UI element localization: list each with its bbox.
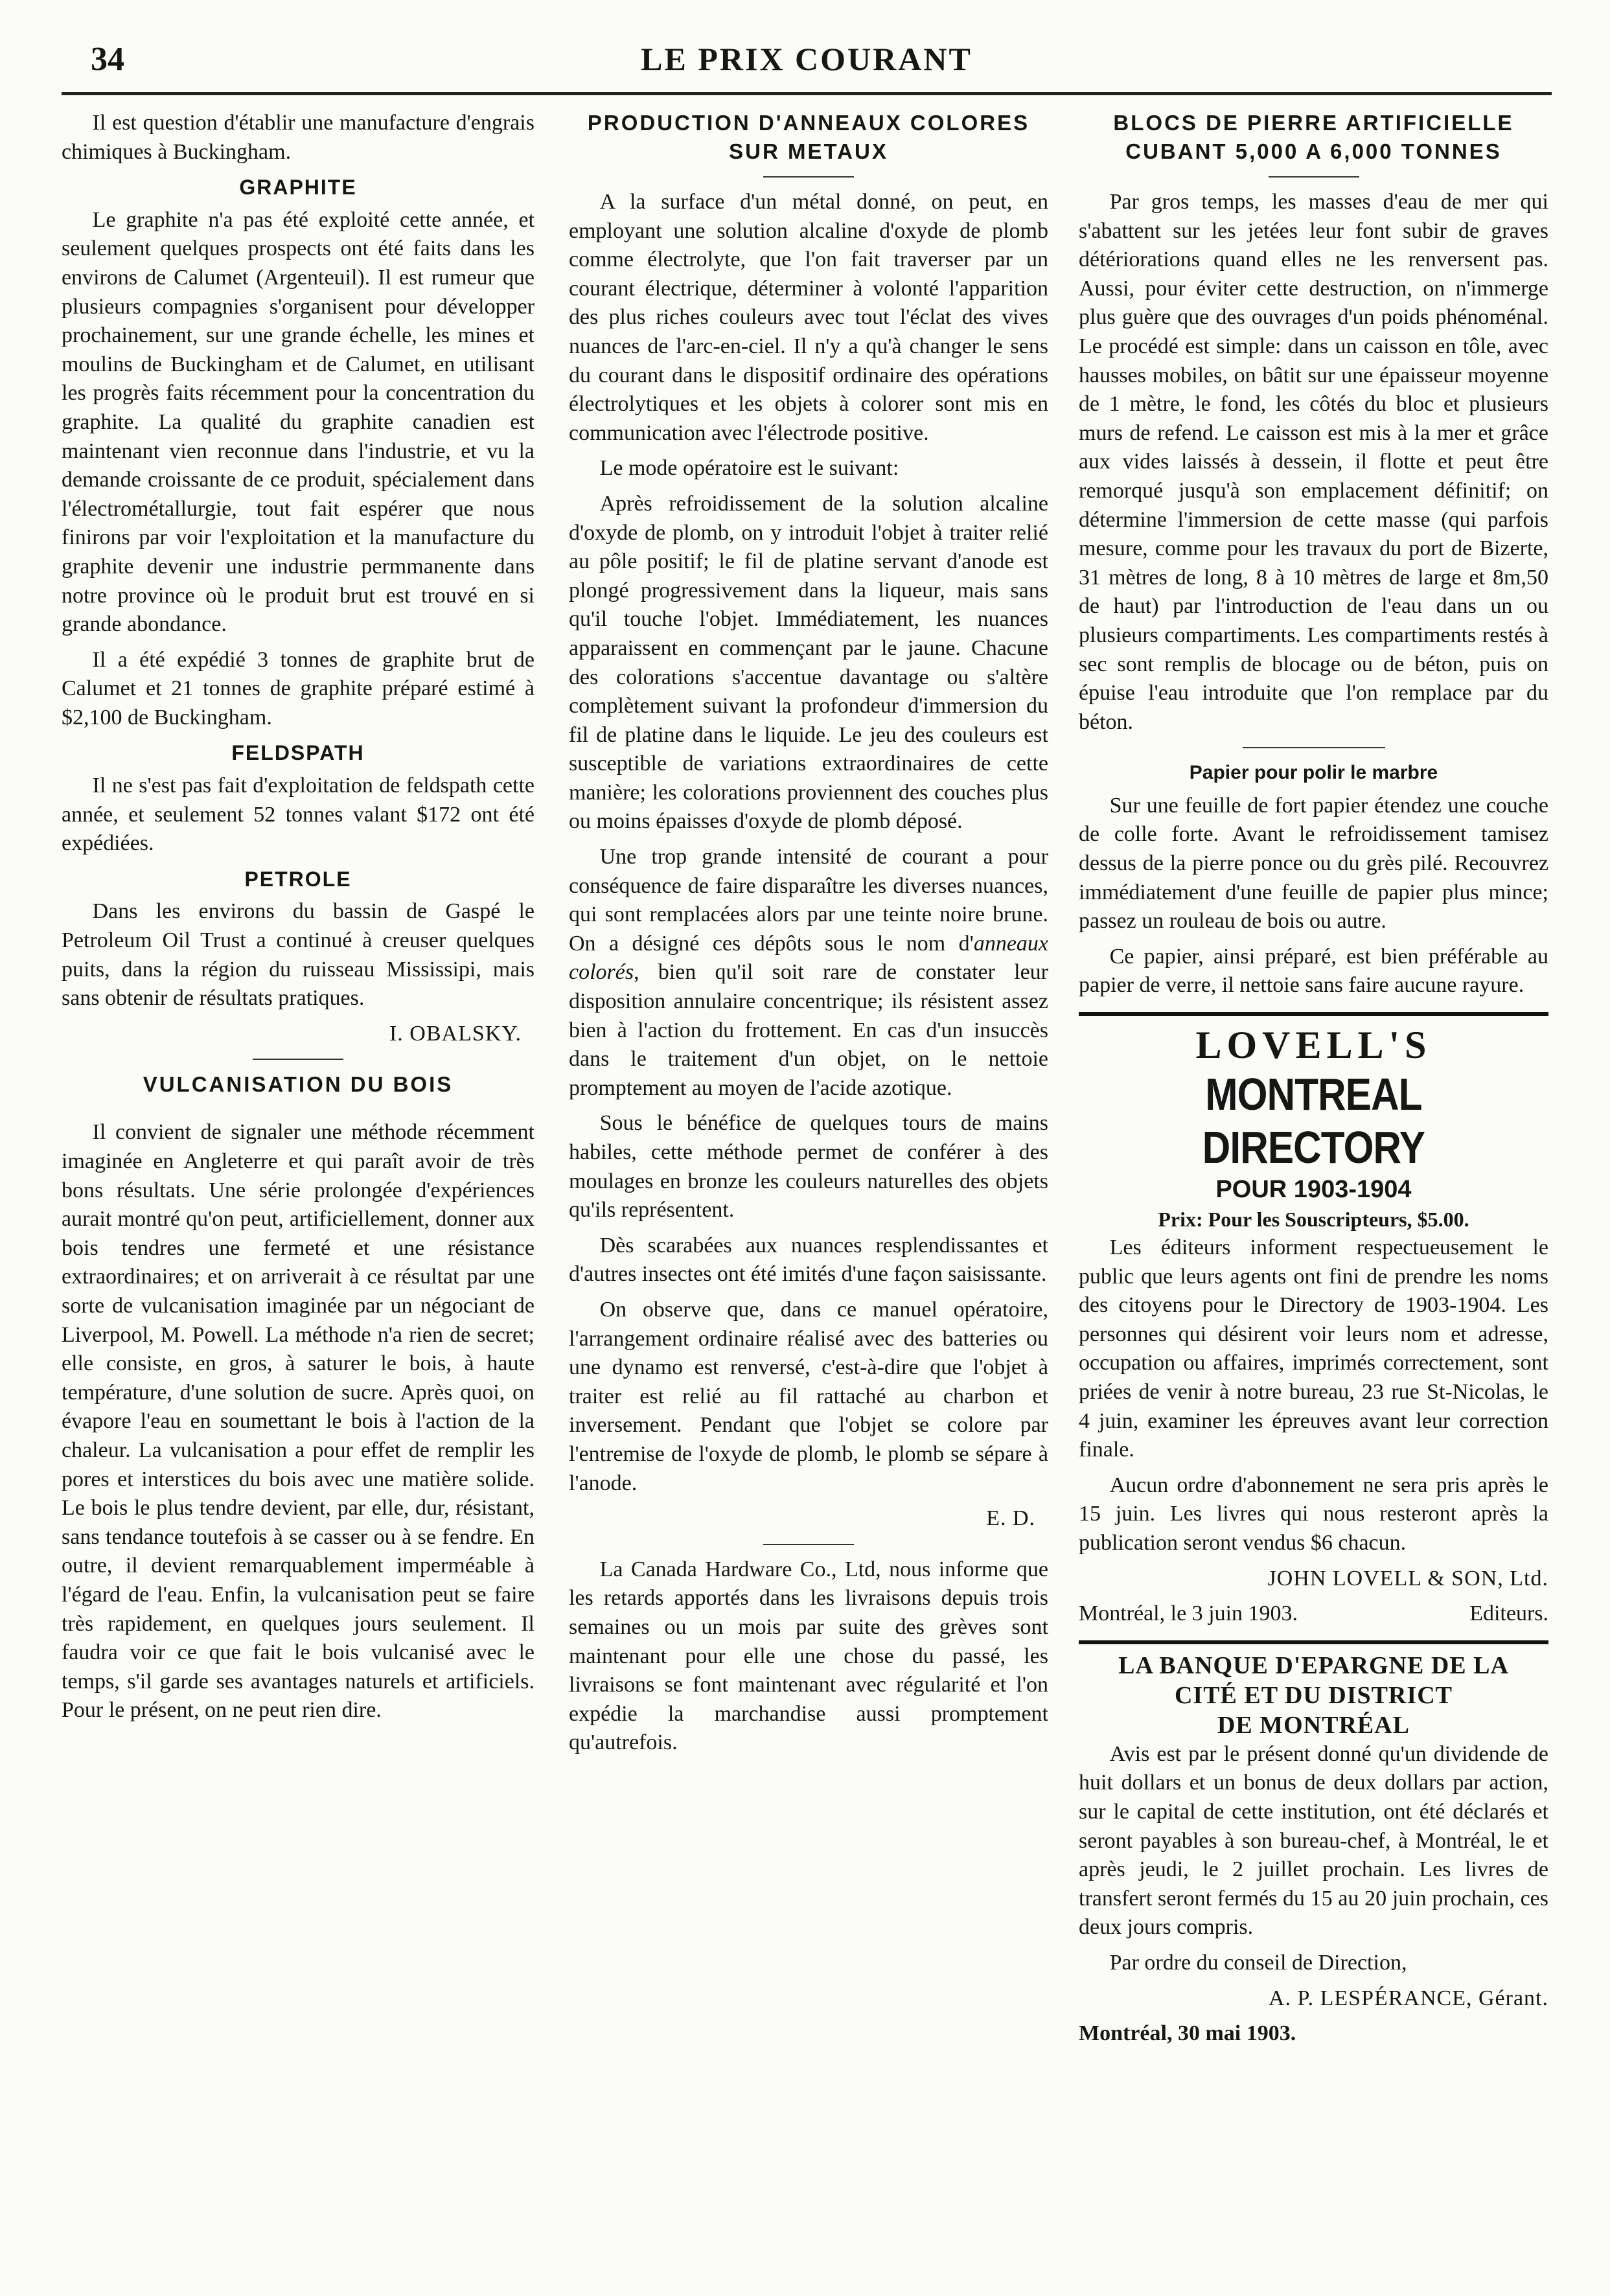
papier-paragraph-1: Sur une feuille de fort papier étendez une couche de colle forte. Avant le refroidissement tamisez dessus de la pierre ponce ou du grès pilé. Recouvrez immédiatement d'une feuille de papier plus mince; passez un rouleau de bois ou autre. [1079, 793, 1548, 934]
anneaux-paragraph-5: Sous le bénéfice de quelques tours de mains habiles, cette méthode permet de conférer à des moulages en bronze les couleurs naturelles des objets qu'ils représentent. [569, 1111, 1048, 1223]
graphite-heading: GRAPHITE [239, 176, 357, 200]
banque-paragraph-2: Par ordre du conseil de Direction, [1109, 1950, 1407, 1975]
vulcanisation-heading: VULCANISATION DU BOIS [143, 1072, 454, 1097]
petrole-paragraph: Dans les environs du bassin de Gaspé le Petroleum Oil Trust a continué à creuser quelques puits, dans la région du ruisseau Mississipi, mais sans obtenir de résultats pratiques. [62, 899, 535, 1011]
advert-rule-top [1079, 1012, 1548, 1016]
lovell-date: Montréal, le 3 juin 1903. [1079, 1601, 1298, 1626]
blocs-paragraph: Par gros temps, les masses d'eau de mer qui s'abattent sur les jetées leur font subir de graves détériorations quand elles ne les renversent pas. Aussi, pour éviter cette destruction, on n'immerge plus guère que des ouvrages d'un poids phénoménal. Le procédé est simple: dans un caisson en tôle, avec hausses mobiles, on bâtit sur une épaisseur moyenne de 1 mètre, le fond, les côtés du bloc et plusieurs murs de refend. Le caisson est mis à la mer et grâce aux vides laissés à dessein, il flotte et peut être remorqué jusqu'à son emplacement définitif; on détermine l'immersion de cette masse (qui parfois mesure, comme pour les travaux du port de Bizerte, 31 mètres de long, 8 à 10 mètres de large et 8m,50 de haut) par l'introduction de l'eau dans un ou plusieurs compartiments. Les compartiments restés à sec sont remplis de blocage ou de béton, puis on épuise l'eau introduite que l'on remplace par du béton. [1079, 190, 1548, 734]
lovell-directory-title: MONTREAL DIRECTORY [1202, 1069, 1425, 1173]
column-right [1079, 109, 1548, 2273]
banque-signature: A. P. LESPÉRANCE, Gérant. [1268, 1986, 1548, 2010]
petrole-heading: PETROLE [244, 867, 352, 891]
graphite-paragraph-2: Il a été expédié 3 tonnes de graphite brut de Calumet et 21 tonnes de graphite préparé estimé à $2,100 de Buckingham. [62, 647, 535, 729]
lovell-date-line [1079, 1600, 1548, 1629]
anneaux-paragraph-6: Dès scarabées aux nuances resplendissantes et d'autres insectes ont été imités d'une façon saisissante. [569, 1233, 1048, 1287]
anneaux-paragraph-1: A la surface d'un métal donné, on peut, en employant une solution alcaline d'oxyde de plomb comme électrolyte, que l'on fait traverser par un courant électrique, déterminer à volonté l'apparition des plus riches couleurs avec tout l'éclat des vives nuances de l'arc-en-ciel. Il n'y a qu'à changer le sens du courant dans le dispositif ordinaire des opérations électrolytiques et les objets à colorer sont mis en communication avec l'électrode positive. [569, 190, 1048, 445]
graphite-paragraph-1: Le graphite n'a pas été exploité cette année, et seulement quelques prospects ont été faits dans les environs de Calumet (Argenteuil). Il est rumeur que plusieurs compagnies s'organisent pour développer prochainement, sur une grande échelle, les mines et moulins de Buckingham et de Calumet, en utilisant les progrès faits récemment pour la concentration du graphite. La qualité du graphite canadien est maintenant vien reconnue dans l'industrie, et vu la demande croissante de ce produit, spécialement dans l'électrométallurgie, tout fait espérer que nous finirons par voir l'exploitation et la manufacture du graphite devenir une industrie permmanente dans notre province où le produit brut est trouvé en si grande abondance. [62, 207, 535, 637]
section-divider [1243, 747, 1385, 748]
intro-paragraph: Il est question d'établir une manufacture d'engrais chimiques à Buckingham. [62, 111, 535, 164]
papier-paragraph-2: Ce papier, ainsi préparé, est bien préférable au papier de verre, il nettoie sans faire aucune rayure. [1079, 944, 1548, 998]
page-number: 34 [91, 41, 124, 78]
ed-signature: E. D. [986, 1506, 1035, 1531]
anneaux-paragraph-2: Le mode opératoire est le suivant: [599, 456, 899, 481]
anneaux-paragraph-4-text-a: Une trop grande intensité de courant a pour conséquence de faire disparaître les diverses nuances, qui sont remplacées alors par une teinte noire brune. On a désigné ces dépôts sous le nom d' [569, 845, 1048, 956]
anneaux-paragraph-4 [569, 843, 1048, 1103]
anneaux-paragraph-4-text-b: , bien qu'il soit rare de constater leur disposition annulaire concentrique; ils résistent assez bien à l'action du frottement. En cas d'un insuccès dans le traitement d'un objet, on le nettoie promptement au moyen de l'acide azotique. [569, 960, 1048, 1100]
obalsky-signature: I. OBALSKY. [389, 1021, 522, 1046]
canada-hardware-paragraph: La Canada Hardware Co., Ltd, nous informe que les retards apportés dans les livraisons depuis trois semaines ou un mois par suite des grèves sont maintenant pour elle une chose du passé, les livraisons se font maintenant avec régularité et l'on expédie la marchandise aussi promptement qu'autrefois. [569, 1557, 1048, 1755]
column-left [62, 109, 535, 2273]
banque-paragraph-1: Avis est par le présent donné qu'un dividende de huit dollars et un bonus de deux dollars par action, sur le capital de cette institution, ont été déclarés et seront payables à son bureau-chef, à Montréal, le et après jeudi, le 2 juillet prochain. Les livres de transfert seront fermés du 15 au 20 juin prochain, ces deux jours compris. [1079, 1741, 1548, 1940]
lovell-year: POUR 1903-1904 [1215, 1176, 1412, 1204]
anneaux-colores-term: anneaux colorés [569, 931, 1048, 985]
blocs-heading-line-2: CUBANT 5,000 A 6,000 TONNES [1125, 139, 1502, 163]
column-middle [569, 109, 1048, 2273]
header-rule [62, 92, 1552, 95]
banque-title-line-1: LA BANQUE D'EPARGNE DE LA [1118, 1651, 1509, 1679]
lovell-editeurs: Editeurs. [1469, 1601, 1548, 1626]
banque-date: Montréal, 30 mai 1903. [1079, 2021, 1296, 2046]
lovell-name: LOVELL'S [1195, 1024, 1432, 1067]
heading-divider [1269, 176, 1359, 178]
lovell-price: Prix: Pour les Souscripteurs, $5.00. [1158, 1208, 1469, 1232]
banque-title-line-3: DE MONTRÉAL [1217, 1711, 1410, 1739]
banque-title-line-2: CITÉ ET DU DISTRICT [1174, 1681, 1453, 1709]
section-divider [253, 1059, 343, 1060]
anneaux-paragraph-7: On observe que, dans ce manuel opératoire, l'arrangement ordinaire réalisé avec des batteries ou une dynamo est renversé, c'est-à-dire que l'objet à traiter est relié au fil rattaché au charbon et inversement. Pendant que l'objet se colore par l'entremise de l'oxyde de plomb, le plomb se sépare à l'anode. [569, 1297, 1048, 1495]
lovell-paragraph-2: Aucun ordre d'abonnement ne sera pris après le 15 juin. Les livres qui nous resteront après la publication seront vendus $6 chacun. [1079, 1473, 1548, 1555]
section-divider [763, 1544, 854, 1545]
masthead-title: LE PRIX COURANT [641, 41, 972, 77]
page-header [62, 40, 1552, 86]
blocs-heading-line-1: BLOCS DE PIERRE ARTIFICIELLE [1113, 111, 1514, 135]
feldspath-paragraph: Il ne s'est pas fait d'exploitation de feldspath cette année, et seulement 52 tonnes valant $172 ont été expédiées. [62, 774, 535, 856]
anneaux-heading-line-1: PRODUCTION D'ANNEAUX COLORES [587, 111, 1030, 135]
papier-heading: Papier pour polir le marbre [1189, 762, 1438, 784]
feldspath-heading: FELDSPATH [231, 741, 365, 765]
anneaux-paragraph-3: Après refroidissement de la solution alcaline d'oxyde de plomb, on y introduit l'objet à traiter relié au pôle positif; le fil de platine servant d'anode est plongé progressivement dans la liqueur, mais sans qu'il touche l'objet. Immédiatement, les nuances apparaissent en commençant par le jaune. Chacune des colorations s'accentue davantage ou s'altère complètement suivant la profondeur d'immersion du fil de platine dans le liquide. Le jeu des couleurs est susceptible de variations extraordinaires de cette manière; les colorations proviennent des couches plus ou moins épaisses d'oxyde de plomb déposé. [569, 491, 1048, 834]
lovell-signature: JOHN LOVELL & SON, Ltd. [1267, 1566, 1548, 1590]
advert-rule-middle [1079, 1640, 1548, 1644]
lovell-paragraph-1: Les éditeurs informent respectueusement le public que leurs agents ont fini de prendre les noms des citoyens pour le Directory de 1903-1904. Les personnes qui désirent voir leurs nom et adresse, occupation ou affaires, imprimés correctement, sont priées de venir à notre bureau, 23 rue St-Nicolas, le 4 juin, examiner les épreuves avant leur correction finale. [1079, 1235, 1548, 1462]
vulcanisation-paragraph: Il convient de signaler une méthode récemment imaginée en Angleterre et qui paraît avoir de très bons résultats. Une série prolongée d'expériences aurait montré qu'on peut, artificiellement, donner aux bois tendres une fermeté et une résistance extraordinaires; et on arriverait à ce résultat par une sorte de vulcanisation imaginée par un négociant de Liverpool, M. Powell. La méthode n'a rien de secret; elle consiste, en gros, à saturer le bois, à haute température, d'une solution de sucre. Après quoi, on évapore l'eau en soumettant le bois à l'action de la chaleur. La vulcanisation a pour effet de remplir les pores et interstices du bois avec une matière solide. Le bois le plus tendre devient, par elle, dur, résistant, sans tendance toutefois à se casser ou à se fendre. En outre, il devient remarquablement imperméable à l'égard de l'eau. Enfin, la vulcanisation peut se faire très rapidement, en quelques jours seulement. Il faudra voir ce que fait le bois vulcanisé avec le temps, s'il garde ses avantages naturels et artificiels. Pour le présent, on ne peut rien dire. [62, 1120, 535, 1723]
anneaux-heading-line-2: SUR METAUX [729, 139, 888, 163]
heading-divider [763, 176, 854, 178]
